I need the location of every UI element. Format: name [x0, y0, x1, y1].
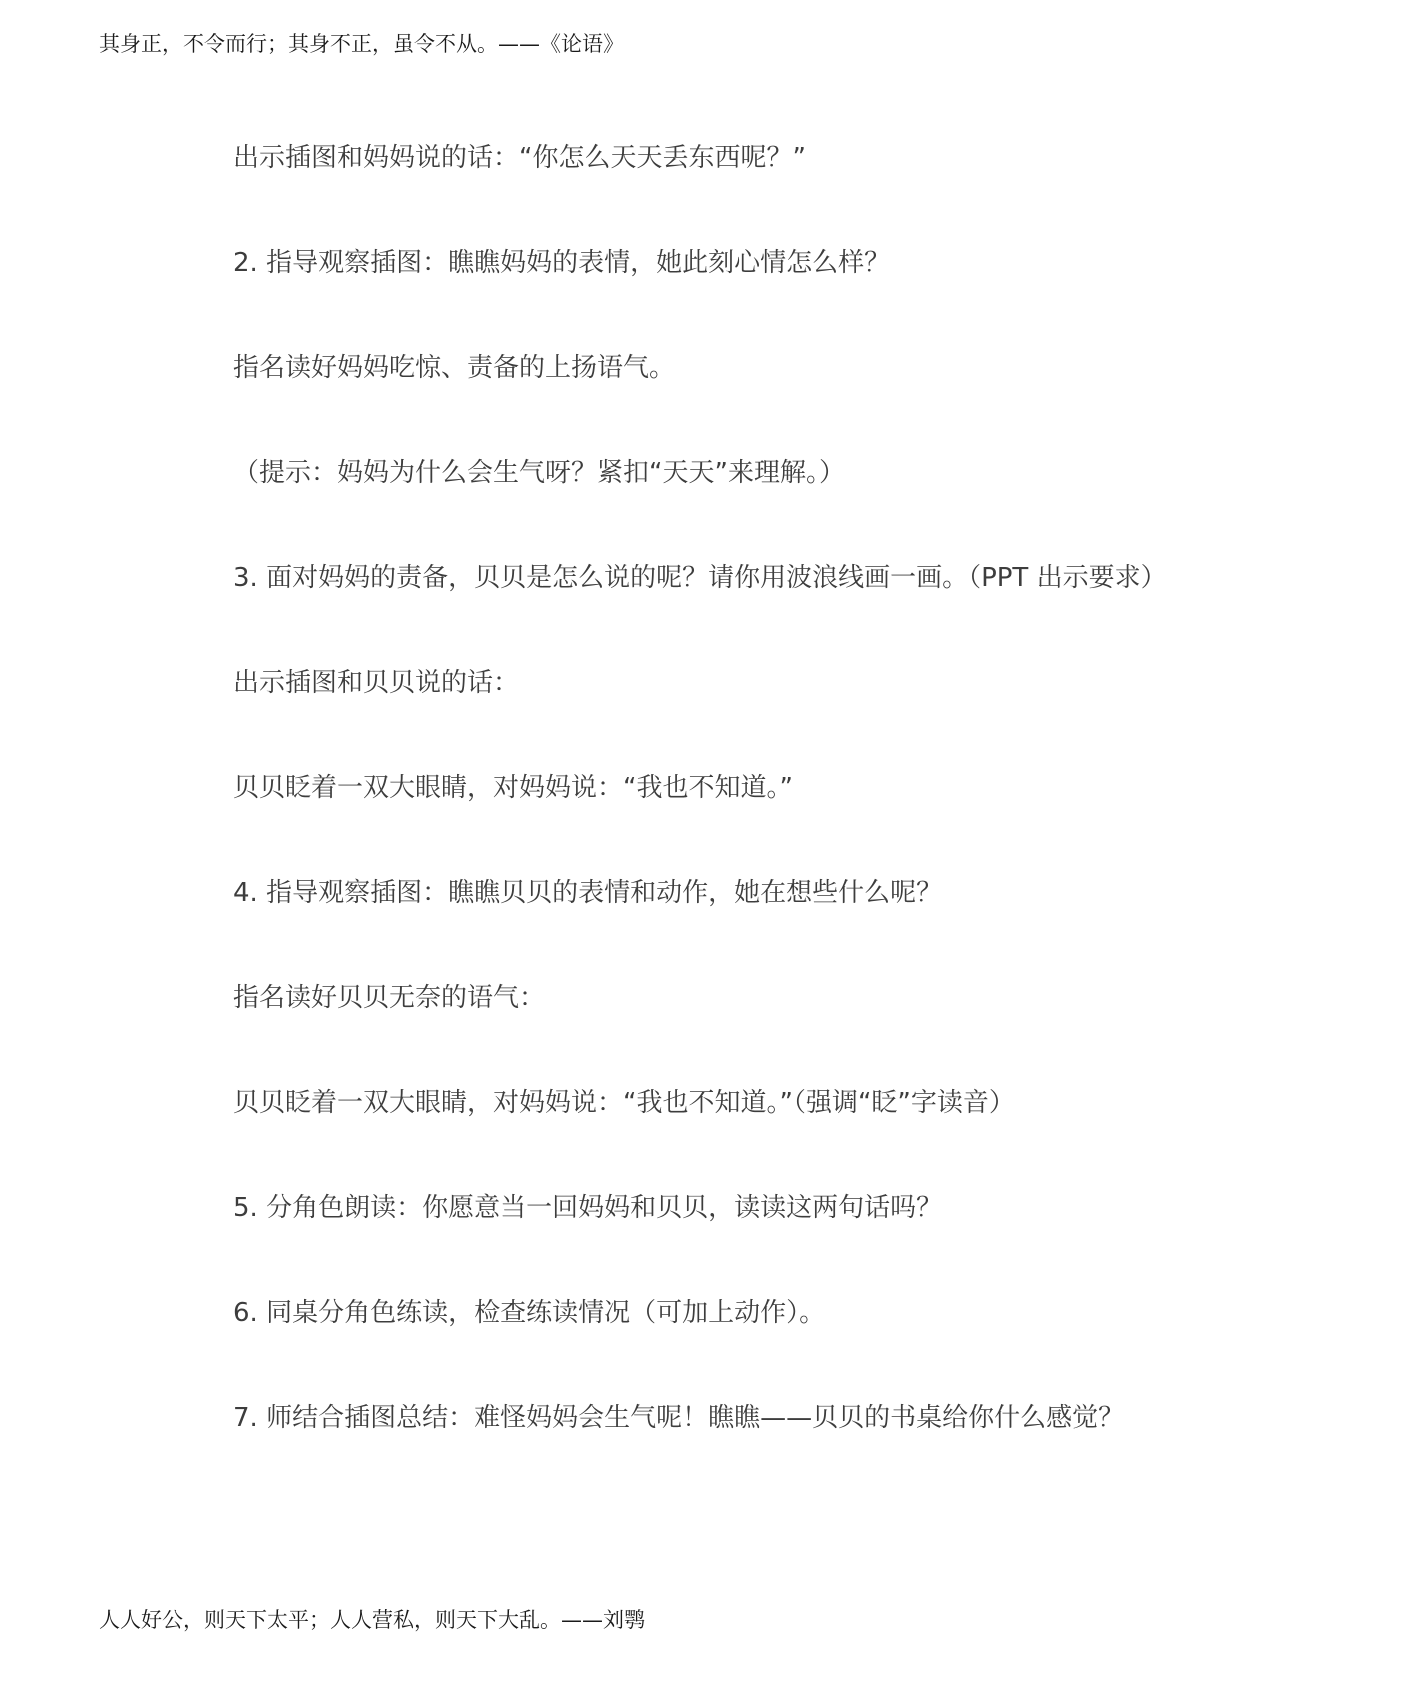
paragraph: 7. 师结合插图总结：难怪妈妈会生气呢！瞧瞧——贝贝的书桌给你什么感觉？ [233, 1403, 1125, 1433]
paragraph: 贝贝眨着一双大眼睛，对妈妈说：“我也不知道。” [233, 773, 793, 803]
header-quote: 其身正，不令而行；其身不正，虽令不从。——《论语》 [99, 32, 624, 56]
paragraph: 6. 同桌分角色练读，检查练读情况（可加上动作）。 [233, 1298, 826, 1328]
paragraph: 5. 分角色朗读：你愿意当一回妈妈和贝贝，读读这两句话吗？ [233, 1193, 943, 1223]
paragraph: 4. 指导观察插图：瞧瞧贝贝的表情和动作，她在想些什么呢？ [233, 878, 943, 908]
document-body [233, 138, 1373, 1503]
paragraph: 出示插图和贝贝说的话： [233, 668, 520, 698]
paragraph: 出示插图和妈妈说的话：“你怎么天天丢东西呢？” [233, 143, 806, 173]
paragraph: 指名读好贝贝无奈的语气： [233, 983, 546, 1013]
paragraph: 指名读好妈妈吃惊、责备的上扬语气。 [233, 353, 676, 383]
paragraph: 2. 指导观察插图：瞧瞧妈妈的表情，她此刻心情怎么样？ [233, 248, 891, 278]
footer-quote: 人人好公，则天下太平；人人营私，则天下大乱。——刘鹗 [99, 1608, 645, 1632]
paragraph: （提示：妈妈为什么会生气呀？紧扣“天天”来理解。） [233, 458, 845, 488]
paragraph: 3. 面对妈妈的责备，贝贝是怎么说的呢？请你用波浪线画一画。（PPT 出示要求） [233, 563, 1167, 593]
paragraph: 贝贝眨着一双大眼睛，对妈妈说：“我也不知道。”（强调“眨”字读音） [233, 1088, 1015, 1118]
